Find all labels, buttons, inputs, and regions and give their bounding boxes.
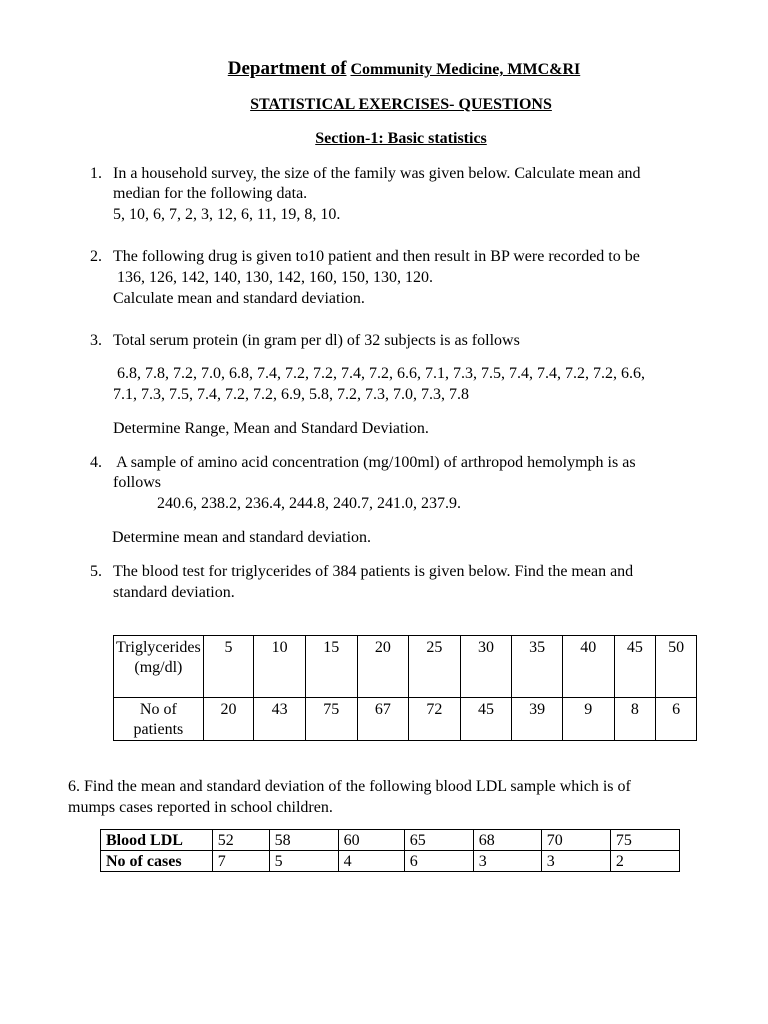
table-cell: 7 <box>212 851 269 872</box>
table-cell: 52 <box>212 830 269 851</box>
table-cell: 15 <box>305 636 357 698</box>
q1-number: 1. <box>90 165 102 182</box>
table-cell: 30 <box>460 636 512 698</box>
q2-data: 136, 126, 142, 140, 130, 142, 160, 150, 130, 120. <box>113 269 433 286</box>
q1-line1: In a household survey, the size of the family was given below. Calculate mean and <box>113 165 641 182</box>
table-cell: 70 <box>541 830 610 851</box>
table-row-label: Blood LDL <box>101 830 213 851</box>
q1-data: 5, 10, 6, 7, 2, 3, 12, 6, 11, 19, 8, 10. <box>113 206 341 223</box>
table-cell: 5 <box>269 851 338 872</box>
table-cell: 2 <box>610 851 679 872</box>
table-cell: 65 <box>404 830 473 851</box>
q2-line3: Calculate mean and standard deviation. <box>113 290 365 307</box>
department-heading <box>0 58 768 80</box>
q3-number: 3. <box>90 332 102 349</box>
table-cell: 5 <box>203 636 254 698</box>
table-cell: 35 <box>512 636 563 698</box>
table-cell: 75 <box>305 698 357 741</box>
table-row-label: No of cases <box>101 851 213 872</box>
table-cell: 58 <box>269 830 338 851</box>
table-cell: 25 <box>409 636 461 698</box>
table-cell: 45 <box>614 636 656 698</box>
q6-line1: 6. Find the mean and standard deviation of the following blood LDL sample which is of <box>68 778 631 795</box>
table-cell: 43 <box>254 698 306 741</box>
q3-data-line2: 7.1, 7.3, 7.5, 7.4, 7.2, 7.2, 6.9, 5.8, 7.2, 7.3, 7.0, 7.3, 7.8 <box>113 386 469 403</box>
table-cell: 3 <box>473 851 541 872</box>
table-cell: 20 <box>203 698 254 741</box>
table-cell: 20 <box>357 636 409 698</box>
table-row-label: No of patients <box>114 698 204 741</box>
q2-number: 2. <box>90 248 102 265</box>
q4-line1: A sample of amino acid concentration (mg/100ml) of arthropod hemolymph is as <box>113 454 636 471</box>
table-row-label: Triglycerides (mg/dl) <box>114 636 204 698</box>
table-row <box>114 636 697 698</box>
table-row <box>114 698 697 741</box>
table-cell: 50 <box>656 636 697 698</box>
table-row <box>101 851 680 872</box>
table-cell: 40 <box>562 636 614 698</box>
department-name: Community Medicine, MMC&RI <box>350 61 581 78</box>
q3-data-line1: 6.8, 7.8, 7.2, 7.0, 6.8, 7.4, 7.2, 7.2, 7.4, 7.2, 6.6, 7.1, 7.3, 7.5, 7.4, 7.4, 7.2, 7.2, 6.6, <box>113 365 645 382</box>
blood-ldl-table <box>100 829 680 872</box>
table-cell: 9 <box>562 698 614 741</box>
q3-line1: Total serum protein (in gram per dl) of 32 subjects is as follows <box>113 332 520 349</box>
q3-instruction: Determine Range, Mean and Standard Deviation. <box>113 420 429 437</box>
table-cell: 3 <box>541 851 610 872</box>
page-title: STATISTICAL EXERCISES- QUESTIONS <box>250 96 552 113</box>
table-cell: 4 <box>338 851 404 872</box>
table-row <box>101 830 680 851</box>
q1-line2: median for the following data. <box>113 185 308 202</box>
q4-instruction: Determine mean and standard deviation. <box>112 529 372 546</box>
q5-number: 5. <box>90 563 102 580</box>
q4-number: 4. <box>90 454 102 471</box>
department-prefix: Department of <box>227 58 347 79</box>
table-cell: 8 <box>614 698 656 741</box>
table-cell: 68 <box>473 830 541 851</box>
triglycerides-table <box>113 635 697 741</box>
table-cell: 75 <box>610 830 679 851</box>
table-cell: 10 <box>254 636 306 698</box>
table-cell: 45 <box>460 698 512 741</box>
q4-line2: follows <box>113 474 161 491</box>
q2-line1: The following drug is given to10 patient and then result in BP were recorded to be <box>113 248 640 265</box>
q5-line2: standard deviation. <box>113 584 235 601</box>
q6-line2: mumps cases reported in school children. <box>68 799 333 816</box>
table-cell: 72 <box>409 698 461 741</box>
table-cell: 60 <box>338 830 404 851</box>
table-cell: 67 <box>357 698 409 741</box>
table-cell: 39 <box>512 698 563 741</box>
q4-data: 240.6, 238.2, 236.4, 244.8, 240.7, 241.0, 237.9. <box>157 495 461 512</box>
table-cell: 6 <box>656 698 697 741</box>
section-title: Section-1: Basic statistics <box>315 130 487 147</box>
table-cell: 6 <box>404 851 473 872</box>
q5-line1: The blood test for triglycerides of 384 patients is given below. Find the mean and <box>113 563 634 580</box>
